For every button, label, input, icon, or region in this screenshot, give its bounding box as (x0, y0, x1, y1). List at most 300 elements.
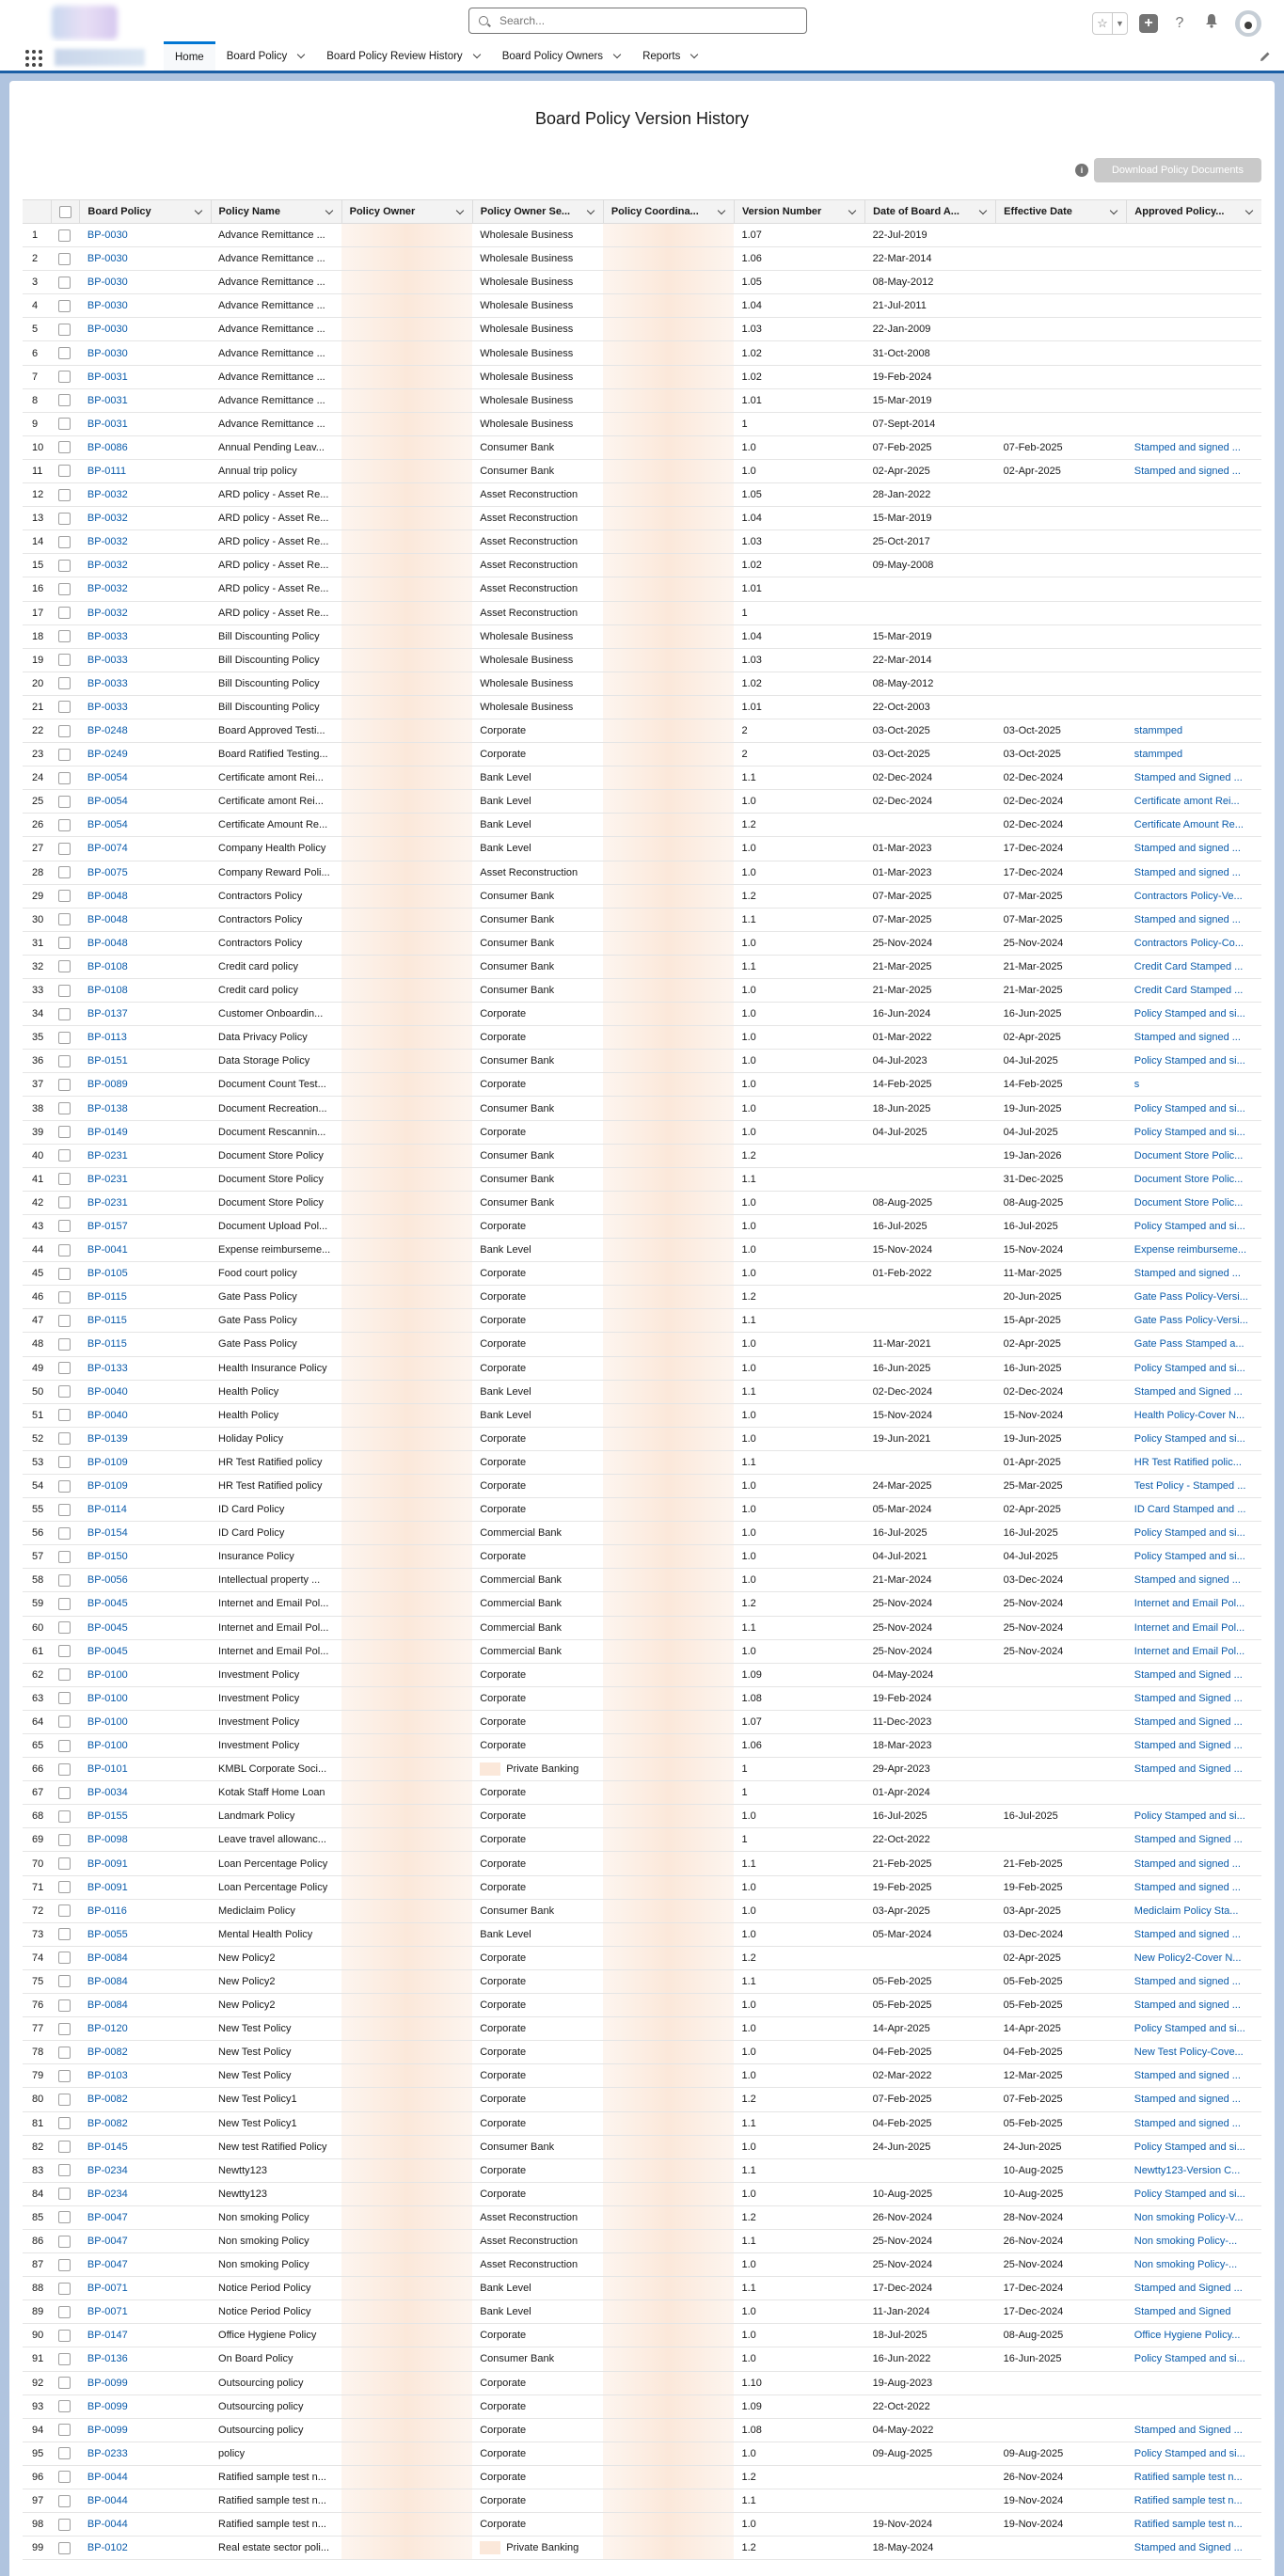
table-row[interactable] (23, 435, 1261, 459)
approved-policy-document-link[interactable]: Mediclaim Policy Sta... (1133, 1904, 1239, 1917)
global-actions-plus-icon[interactable]: + (1139, 14, 1158, 33)
row-select-checkbox[interactable] (58, 300, 71, 312)
table-row[interactable] (23, 459, 1261, 482)
board-policy-link[interactable]: BP-0154 (87, 1527, 128, 1540)
board-policy-link[interactable]: BP-0099 (87, 2424, 128, 2436)
board-policy-link[interactable]: BP-0047 (87, 2259, 128, 2271)
row-select-checkbox[interactable] (58, 1315, 71, 1327)
approved-policy-document-link[interactable]: Stamped and Signed ... (1133, 1692, 1243, 1704)
row-select-checkbox[interactable] (58, 1480, 71, 1493)
approved-policy-document-link[interactable]: Internet and Email Pol... (1133, 1621, 1245, 1634)
row-select-checkbox[interactable] (58, 2023, 71, 2035)
row-select-checkbox[interactable] (58, 1456, 71, 1468)
board-policy-link[interactable]: BP-0045 (87, 1621, 128, 1634)
row-select-checkbox[interactable] (58, 2424, 71, 2436)
table-row[interactable] (23, 2300, 1261, 2324)
approved-policy-document-link[interactable]: Expense reimburseme... (1133, 1244, 1246, 1256)
approved-policy-document-link[interactable]: Policy Stamped and si... (1133, 1551, 1245, 1563)
board-policy-link[interactable]: BP-0030 (87, 347, 128, 359)
board-policy-link[interactable]: BP-0115 (87, 1338, 127, 1351)
row-select-checkbox[interactable] (58, 418, 71, 430)
board-policy-link[interactable]: BP-0145 (87, 2141, 128, 2153)
approved-policy-document-link[interactable]: Ratified sample test n... (1133, 2495, 1243, 2507)
approved-policy-document-link[interactable]: Policy Stamped and si... (1133, 1362, 1245, 1374)
approved-policy-document-link[interactable]: Document Store Polic... (1133, 1173, 1244, 1185)
column-menu-chevron-down-icon[interactable] (718, 207, 725, 214)
approved-policy-document-link[interactable]: HR Test Ratified polic... (1133, 1456, 1242, 1468)
nav-tab-board-policy-owners[interactable] (491, 41, 631, 71)
table-row[interactable] (23, 1356, 1261, 1380)
table-row[interactable] (23, 2064, 1261, 2088)
table-row[interactable] (23, 1144, 1261, 1167)
search-input[interactable] (499, 12, 782, 29)
row-select-checkbox[interactable] (58, 2377, 71, 2389)
board-policy-link[interactable]: BP-0082 (87, 2117, 128, 2129)
approved-policy-document-link[interactable]: Contractors Policy-Co... (1133, 937, 1244, 949)
table-row[interactable] (23, 601, 1261, 624)
approved-policy-document-link[interactable]: New Test Policy-Cove... (1133, 2047, 1244, 2059)
board-policy-link[interactable]: BP-0147 (87, 2330, 128, 2342)
table-row[interactable] (23, 318, 1261, 341)
column-menu-chevron-down-icon[interactable] (455, 207, 463, 214)
row-select-checkbox[interactable] (58, 654, 71, 666)
board-policy-link[interactable]: BP-0054 (87, 819, 128, 831)
row-select-checkbox[interactable] (58, 229, 71, 242)
column-header-board-policy[interactable] (80, 200, 211, 224)
board-policy-link[interactable]: BP-0231 (87, 1196, 128, 1209)
table-row[interactable] (23, 1427, 1261, 1450)
board-policy-link[interactable]: BP-0048 (87, 937, 128, 949)
board-policy-link[interactable]: BP-0030 (87, 300, 128, 312)
row-select-checkbox[interactable] (58, 1928, 71, 1940)
board-policy-link[interactable]: BP-0031 (87, 394, 128, 406)
table-row[interactable] (23, 2536, 1261, 2560)
nav-tab-board-policy[interactable] (215, 41, 316, 71)
table-row[interactable] (23, 1522, 1261, 1545)
table-row[interactable] (23, 1710, 1261, 1733)
row-select-checkbox[interactable] (58, 1173, 71, 1185)
approved-policy-document-link[interactable]: Stamped and Signed ... (1133, 1385, 1243, 1398)
row-select-checkbox[interactable] (58, 1763, 71, 1776)
approved-policy-document-link[interactable]: New Policy2-Cover N... (1133, 1952, 1242, 1964)
row-select-checkbox[interactable] (58, 1079, 71, 1091)
column-header-approved-policy[interactable] (1127, 200, 1261, 224)
column-menu-chevron-down-icon[interactable] (194, 207, 201, 214)
table-row[interactable] (23, 1969, 1261, 1993)
table-row[interactable] (23, 412, 1261, 435)
board-policy-link[interactable]: BP-0108 (87, 960, 128, 972)
approved-policy-document-link[interactable]: Stamped and Signed ... (1133, 1715, 1243, 1728)
row-select-checkbox[interactable] (58, 1244, 71, 1256)
table-row[interactable] (23, 2205, 1261, 2229)
row-select-checkbox[interactable] (58, 1032, 71, 1044)
chevron-down-icon[interactable] (297, 50, 305, 57)
table-row[interactable] (23, 2277, 1261, 2300)
table-row[interactable] (23, 294, 1261, 318)
row-select-checkbox[interactable] (58, 2400, 71, 2412)
select-all-checkbox[interactable] (59, 206, 71, 218)
table-row[interactable] (23, 1828, 1261, 1852)
chevron-down-icon[interactable] (613, 50, 621, 57)
table-row[interactable] (23, 884, 1261, 908)
table-row[interactable] (23, 1875, 1261, 1899)
row-select-checkbox[interactable] (58, 2306, 71, 2318)
approved-policy-document-link[interactable]: Gate Pass Policy-Versi... (1133, 1315, 1248, 1327)
row-select-checkbox[interactable] (58, 2495, 71, 2507)
row-select-checkbox[interactable] (58, 607, 71, 619)
notifications-bell-icon[interactable] (1201, 13, 1222, 34)
table-row[interactable] (23, 1639, 1261, 1663)
board-policy-link[interactable]: BP-0091 (87, 1857, 128, 1870)
table-row[interactable] (23, 530, 1261, 554)
board-policy-link[interactable]: BP-0109 (87, 1480, 128, 1493)
column-header-version-number[interactable] (734, 200, 864, 224)
approved-policy-document-link[interactable]: Policy Stamped and si... (1133, 1527, 1245, 1540)
favorites-control[interactable] (1092, 12, 1128, 35)
approved-policy-document-link[interactable]: Stamped and signed ... (1133, 2094, 1241, 2106)
table-row[interactable] (23, 1805, 1261, 1828)
column-header-policy-owner[interactable] (341, 200, 472, 224)
board-policy-link[interactable]: BP-0071 (87, 2306, 128, 2318)
board-policy-link[interactable]: BP-0249 (87, 749, 128, 761)
board-policy-link[interactable]: BP-0041 (87, 1244, 128, 1256)
approved-policy-document-link[interactable]: Stamped and Signed ... (1133, 2542, 1243, 2554)
board-policy-link[interactable]: BP-0108 (87, 985, 128, 997)
table-row[interactable] (23, 1922, 1261, 1946)
approved-policy-document-link[interactable]: Stamped and Signed ... (1133, 1834, 1243, 1846)
row-select-checkbox[interactable] (58, 2519, 71, 2531)
row-select-checkbox[interactable] (58, 725, 71, 737)
row-select-checkbox[interactable] (58, 465, 71, 477)
board-policy-link[interactable]: BP-0084 (87, 1975, 128, 1987)
approved-policy-document-link[interactable]: Stamped and signed ... (1133, 2117, 1241, 2129)
row-select-checkbox[interactable] (58, 1975, 71, 1987)
row-select-checkbox[interactable] (58, 630, 71, 642)
row-select-checkbox[interactable] (58, 960, 71, 972)
row-select-checkbox[interactable] (58, 2353, 71, 2365)
global-search-box[interactable] (468, 8, 807, 34)
board-policy-link[interactable]: BP-0105 (87, 1268, 128, 1280)
board-policy-link[interactable]: BP-0102 (87, 2542, 128, 2554)
table-row[interactable] (23, 2371, 1261, 2394)
board-policy-link[interactable]: BP-0138 (87, 1102, 128, 1114)
favorites-chevron-down-icon[interactable]: ▼ (1112, 13, 1127, 34)
row-select-checkbox[interactable] (58, 347, 71, 359)
board-policy-link[interactable]: BP-0231 (87, 1149, 128, 1162)
approved-policy-document-link[interactable]: Office Hygiene Policy... (1133, 2330, 1241, 2342)
board-policy-link[interactable]: BP-0030 (87, 229, 128, 242)
approved-policy-document-link[interactable]: Stamped and signed ... (1133, 1999, 1241, 2012)
row-select-checkbox[interactable] (58, 371, 71, 383)
board-policy-link[interactable]: BP-0084 (87, 1952, 128, 1964)
table-row[interactable] (23, 271, 1261, 294)
chevron-down-icon[interactable] (472, 50, 480, 57)
board-policy-link[interactable]: BP-0044 (87, 2471, 128, 2483)
approved-policy-document-link[interactable]: Stamped and signed ... (1133, 1857, 1241, 1870)
row-select-checkbox[interactable] (58, 2471, 71, 2483)
board-policy-link[interactable]: BP-0234 (87, 2188, 128, 2200)
board-policy-link[interactable]: BP-0115 (87, 1291, 127, 1304)
row-select-checkbox[interactable] (58, 1338, 71, 1351)
row-select-checkbox[interactable] (58, 536, 71, 548)
approved-policy-document-link[interactable]: stammped (1133, 749, 1183, 761)
table-row[interactable] (23, 1073, 1261, 1097)
board-policy-link[interactable]: BP-0099 (87, 2400, 128, 2412)
board-policy-link[interactable]: BP-0055 (87, 1928, 128, 1940)
row-select-checkbox[interactable] (58, 819, 71, 831)
approved-policy-document-link[interactable]: Health Policy-Cover N... (1133, 1409, 1245, 1421)
table-row[interactable] (23, 1403, 1261, 1427)
help-icon[interactable]: ? (1175, 15, 1184, 31)
row-select-checkbox[interactable] (58, 1008, 71, 1020)
approved-policy-document-link[interactable]: Stamped and signed ... (1133, 1928, 1241, 1940)
approved-policy-document-link[interactable]: stammped (1133, 725, 1183, 737)
approved-policy-document-link[interactable]: Ratified sample test n... (1133, 2519, 1243, 2531)
approved-policy-document-link[interactable]: Contractors Policy-Ve... (1133, 890, 1243, 902)
table-row[interactable] (23, 2135, 1261, 2158)
board-policy-link[interactable]: BP-0231 (87, 1173, 128, 1185)
row-select-checkbox[interactable] (58, 2117, 71, 2129)
table-row[interactable] (23, 224, 1261, 247)
approved-policy-document-link[interactable]: Policy Stamped and si... (1133, 2141, 1245, 2153)
board-policy-link[interactable]: BP-0133 (87, 1362, 128, 1374)
row-select-checkbox[interactable] (58, 701, 71, 713)
approved-policy-document-link[interactable]: Certificate Amount Re... (1133, 819, 1244, 831)
board-policy-link[interactable]: BP-0115 (87, 1315, 127, 1327)
approved-policy-document-link[interactable]: Newtty123-Version C... (1133, 2164, 1241, 2176)
column-header-policy-coordina[interactable] (603, 200, 734, 224)
approved-policy-document-link[interactable]: Policy Stamped and si... (1133, 1102, 1245, 1114)
board-policy-link[interactable]: BP-0030 (87, 253, 128, 265)
approved-policy-document-link[interactable]: Non smoking Policy-... (1133, 2259, 1238, 2271)
board-policy-link[interactable]: BP-0091 (87, 1881, 128, 1893)
table-row[interactable] (23, 1946, 1261, 1969)
approved-policy-document-link[interactable]: Stamped and Signed (1133, 2306, 1231, 2318)
board-policy-link[interactable]: BP-0137 (87, 1008, 128, 1020)
table-row[interactable] (23, 554, 1261, 577)
table-row[interactable] (23, 2394, 1261, 2418)
board-policy-link[interactable]: BP-0082 (87, 2047, 128, 2059)
table-row[interactable] (23, 1003, 1261, 1026)
board-policy-link[interactable]: BP-0234 (87, 2164, 128, 2176)
approved-policy-document-link[interactable]: Gate Pass Policy-Versi... (1133, 1291, 1248, 1304)
approved-policy-document-link[interactable]: Policy Stamped and si... (1133, 1432, 1245, 1445)
column-menu-chevron-down-icon[interactable] (979, 207, 987, 214)
board-policy-link[interactable]: BP-0048 (87, 890, 128, 902)
row-select-checkbox[interactable] (58, 1645, 71, 1657)
table-row[interactable] (23, 624, 1261, 648)
board-policy-link[interactable]: BP-0157 (87, 1220, 128, 1232)
nav-tab-board-policy-review-history[interactable] (315, 41, 490, 71)
table-row[interactable] (23, 2513, 1261, 2536)
table-row[interactable] (23, 2017, 1261, 2041)
approved-policy-document-link[interactable]: Test Policy - Stamped ... (1133, 1480, 1246, 1493)
board-policy-link[interactable]: BP-0030 (87, 324, 128, 336)
table-row[interactable] (23, 955, 1261, 978)
board-policy-link[interactable]: BP-0031 (87, 418, 128, 430)
column-menu-chevron-down-icon[interactable] (325, 207, 332, 214)
approved-policy-document-link[interactable]: Non smoking Policy-V... (1133, 2211, 1244, 2223)
board-policy-link[interactable]: BP-0044 (87, 2495, 128, 2507)
table-row[interactable] (23, 1097, 1261, 1120)
table-row[interactable] (23, 1239, 1261, 1262)
row-select-checkbox[interactable] (58, 1692, 71, 1704)
table-row[interactable] (23, 931, 1261, 955)
approved-policy-document-link[interactable]: Document Store Polic... (1133, 1149, 1244, 1162)
table-row[interactable] (23, 507, 1261, 530)
board-policy-link[interactable]: BP-0040 (87, 1409, 128, 1421)
row-select-checkbox[interactable] (58, 1527, 71, 1540)
approved-policy-document-link[interactable]: Stamped and signed ... (1133, 1574, 1241, 1587)
chevron-down-icon[interactable] (690, 50, 698, 57)
row-select-checkbox[interactable] (58, 324, 71, 336)
table-row[interactable] (23, 979, 1261, 1003)
approved-policy-document-link[interactable]: s (1133, 1079, 1140, 1091)
board-policy-link[interactable]: BP-0032 (87, 513, 128, 525)
table-row[interactable] (23, 1380, 1261, 1403)
board-policy-link[interactable]: BP-0155 (87, 1810, 128, 1823)
table-row[interactable] (23, 1616, 1261, 1639)
column-menu-chevron-down-icon[interactable] (1245, 207, 1253, 214)
row-select-checkbox[interactable] (58, 1291, 71, 1304)
board-policy-link[interactable]: BP-0045 (87, 1645, 128, 1657)
table-row[interactable] (23, 1167, 1261, 1191)
nav-tab-home[interactable] (164, 41, 215, 71)
row-select-checkbox[interactable] (58, 2259, 71, 2271)
row-select-checkbox[interactable] (58, 1598, 71, 1610)
board-policy-link[interactable]: BP-0248 (87, 725, 128, 737)
row-select-checkbox[interactable] (58, 2070, 71, 2082)
board-policy-link[interactable]: BP-0040 (87, 1385, 128, 1398)
table-row[interactable] (23, 1734, 1261, 1758)
approved-policy-document-link[interactable]: Stamped and signed ... (1133, 843, 1241, 855)
approved-policy-document-link[interactable]: Document Store Polic... (1133, 1196, 1244, 1209)
row-select-checkbox[interactable] (58, 1220, 71, 1232)
row-select-checkbox[interactable] (58, 1857, 71, 1870)
table-row[interactable] (23, 1686, 1261, 1710)
row-select-checkbox[interactable] (58, 560, 71, 572)
table-row[interactable] (23, 837, 1261, 861)
board-policy-link[interactable]: BP-0071 (87, 2283, 128, 2295)
board-policy-link[interactable]: BP-0054 (87, 772, 128, 784)
board-policy-link[interactable]: BP-0150 (87, 1551, 128, 1563)
table-row[interactable] (23, 1120, 1261, 1144)
approved-policy-document-link[interactable]: Policy Stamped and si... (1133, 1055, 1245, 1067)
row-select-checkbox[interactable] (58, 772, 71, 784)
approved-policy-document-link[interactable]: Policy Stamped and si... (1133, 1810, 1245, 1823)
board-policy-link[interactable]: BP-0111 (87, 465, 127, 477)
board-policy-link[interactable]: BP-0075 (87, 866, 128, 878)
table-row[interactable] (23, 2111, 1261, 2135)
board-policy-link[interactable]: BP-0056 (87, 1574, 128, 1587)
board-policy-link[interactable]: BP-0082 (87, 2094, 128, 2106)
table-row[interactable] (23, 1474, 1261, 1497)
row-select-checkbox[interactable] (58, 2188, 71, 2200)
row-select-checkbox[interactable] (58, 2141, 71, 2153)
row-select-checkbox[interactable] (58, 583, 71, 595)
table-row[interactable] (23, 1333, 1261, 1356)
table-row[interactable] (23, 1309, 1261, 1333)
table-row[interactable] (23, 2442, 1261, 2465)
table-row[interactable] (23, 1899, 1261, 1922)
board-policy-link[interactable]: BP-0032 (87, 583, 128, 595)
board-policy-link[interactable]: BP-0100 (87, 1668, 128, 1681)
row-select-checkbox[interactable] (58, 1621, 71, 1634)
board-policy-link[interactable]: BP-0033 (87, 677, 128, 689)
board-policy-link[interactable]: BP-0047 (87, 2236, 128, 2248)
board-policy-link[interactable]: BP-0084 (87, 1999, 128, 2012)
row-select-checkbox[interactable] (58, 677, 71, 689)
row-select-checkbox[interactable] (58, 1551, 71, 1563)
board-policy-link[interactable]: BP-0139 (87, 1432, 128, 1445)
table-row[interactable] (23, 341, 1261, 365)
table-row[interactable] (23, 2347, 1261, 2371)
row-select-checkbox[interactable] (58, 1740, 71, 1752)
row-select-checkbox[interactable] (58, 1999, 71, 2012)
approved-policy-document-link[interactable]: Stamped and signed ... (1133, 1975, 1241, 1987)
row-select-checkbox[interactable] (58, 1834, 71, 1846)
approved-policy-document-link[interactable]: Stamped and signed ... (1133, 441, 1241, 453)
download-policy-documents-button[interactable]: Download Policy Documents (1094, 158, 1261, 182)
row-select-checkbox[interactable] (58, 796, 71, 808)
table-row[interactable] (23, 1663, 1261, 1686)
row-select-checkbox[interactable] (58, 2283, 71, 2295)
board-policy-link[interactable]: BP-0048 (87, 913, 128, 925)
approved-policy-document-link[interactable]: Non smoking Policy-... (1133, 2236, 1238, 2248)
table-row[interactable] (23, 1050, 1261, 1073)
table-row[interactable] (23, 2465, 1261, 2489)
board-policy-link[interactable]: BP-0032 (87, 489, 128, 501)
board-policy-link[interactable]: BP-0151 (87, 1055, 128, 1067)
row-select-checkbox[interactable] (58, 913, 71, 925)
row-select-checkbox[interactable] (58, 2330, 71, 2342)
row-select-checkbox[interactable] (58, 1810, 71, 1823)
approved-policy-document-link[interactable]: Policy Stamped and si... (1133, 2353, 1245, 2365)
board-policy-link[interactable]: BP-0034 (87, 1787, 128, 1799)
row-select-checkbox[interactable] (58, 1787, 71, 1799)
table-row[interactable] (23, 814, 1261, 837)
row-select-checkbox[interactable] (58, 1504, 71, 1516)
row-select-checkbox[interactable] (58, 513, 71, 525)
row-select-checkbox[interactable] (58, 1196, 71, 1209)
table-row[interactable] (23, 1214, 1261, 1238)
approved-policy-document-link[interactable]: Credit Card Stamped ... (1133, 960, 1244, 972)
board-policy-link[interactable]: BP-0030 (87, 277, 128, 289)
board-policy-link[interactable]: BP-0033 (87, 630, 128, 642)
board-policy-link[interactable]: BP-0114 (87, 1504, 127, 1516)
approved-policy-document-link[interactable]: Stamped and Signed ... (1133, 1740, 1243, 1752)
row-select-checkbox[interactable] (58, 1881, 71, 1893)
approved-policy-document-link[interactable]: Stamped and signed ... (1133, 1268, 1241, 1280)
table-row[interactable] (23, 2324, 1261, 2347)
table-row[interactable] (23, 2158, 1261, 2182)
table-row[interactable] (23, 2088, 1261, 2111)
board-policy-link[interactable]: BP-0044 (87, 2519, 128, 2531)
approved-policy-document-link[interactable]: Stamped and signed ... (1133, 1881, 1241, 1893)
row-select-checkbox[interactable] (58, 394, 71, 406)
row-select-checkbox[interactable] (58, 1149, 71, 1162)
app-launcher-waffle-icon[interactable] (25, 50, 42, 67)
row-select-checkbox[interactable] (58, 843, 71, 855)
table-row[interactable] (23, 1758, 1261, 1781)
table-row[interactable] (23, 1569, 1261, 1592)
approved-policy-document-link[interactable]: Ratified sample test n... (1133, 2471, 1243, 2483)
board-policy-link[interactable]: BP-0109 (87, 1456, 128, 1468)
board-policy-link[interactable]: BP-0054 (87, 796, 128, 808)
row-select-checkbox[interactable] (58, 1102, 71, 1114)
row-select-checkbox[interactable] (58, 2236, 71, 2248)
approved-policy-document-link[interactable]: Stamped and signed ... (1133, 866, 1241, 878)
